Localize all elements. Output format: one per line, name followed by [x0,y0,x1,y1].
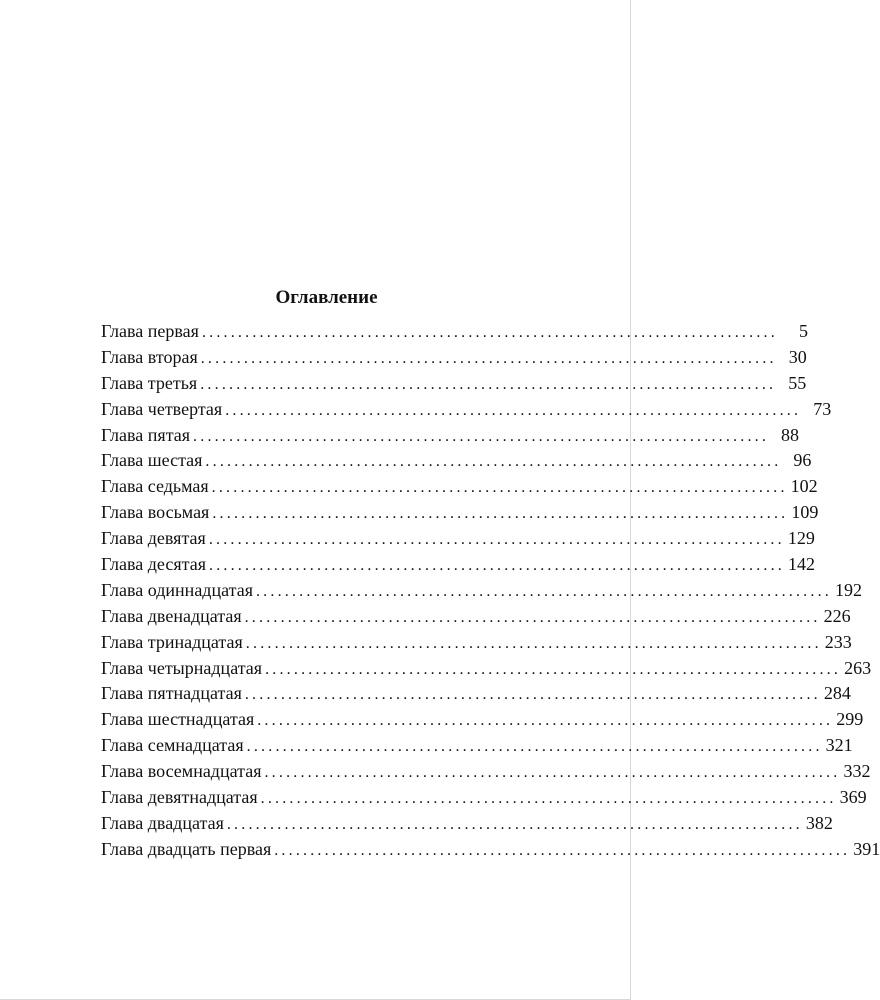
toc-entry-label: Глава первая [101,321,199,341]
toc-entry-label: Глава вторая [101,346,198,367]
dot-leader: ................................................................................ [193,427,770,445]
toc-entry [101,371,807,397]
dot-leader: ................................................................................ [255,582,832,600]
toc-entry-label: Глава двадцать первая [101,838,272,859]
toc-entry [101,552,815,578]
dot-leader: ................................................................................ [244,686,821,704]
dot-leader: ................................................................................ [264,764,841,782]
toc-entry-page-number: 299 [836,709,864,730]
toc-entry [101,397,832,423]
toc-entry-label: Глава семнадцатая [101,735,244,756]
dot-leader: ................................................................................ [257,712,834,730]
dot-leader: ................................................................................ [200,349,777,367]
toc-entry [101,837,880,863]
dot-leader: ................................................................................ [260,790,837,808]
toc-entry-page-number: 142 [788,554,815,575]
toc-entry-page-number: 391 [853,838,880,859]
toc-entry-page-number: 226 [823,605,851,626]
dot-leader: ................................................................................ [244,608,821,626]
toc-entry [101,604,851,630]
toc-entry-label: Глава восьмая [101,502,210,523]
toc-entry [101,448,812,474]
dot-leader: ................................................................................ [274,841,851,859]
toc-entry-label: Глава тринадцатая [101,631,243,652]
toc-entry-label: Глава пятнадцатая [101,683,242,704]
toc-entry-page-number: 102 [790,476,818,497]
toc-entry-page-number: 263 [844,657,872,678]
dot-leader: ................................................................................ [225,401,802,419]
dot-leader: ................................................................................ [246,738,823,756]
toc-entry-page-number: 321 [825,735,853,756]
toc-entry-page-number: 96 [793,450,812,471]
toc-entry-page-number: 233 [824,631,852,652]
toc-list [101,319,880,863]
toc-entry-page-number: 73 [813,398,832,419]
dot-leader: ................................................................................ [205,453,782,471]
dot-leader: ................................................................................ [245,634,822,652]
toc-entry [101,578,862,604]
dot-leader: ................................................................................ [265,660,842,678]
toc-entry [101,759,871,785]
toc-entry-label: Глава четвертая [101,398,223,419]
toc-entry [101,474,818,500]
toc-entry [101,630,852,656]
toc-entry [101,707,864,733]
toc-entry-label: Глава одиннадцатая [101,579,253,600]
dot-leader: ................................................................................ [211,479,788,497]
toc-entry [101,733,853,759]
toc-entry [101,500,819,526]
toc-entry-label: Глава восемнадцатая [101,761,262,782]
toc-entry-page-number: 88 [781,424,800,445]
toc-entry-page-number: 284 [823,683,851,704]
toc-entry-label: Глава шестнадцатая [101,709,255,730]
toc-entry [101,656,872,682]
dot-leader: ................................................................................ [201,324,778,341]
toc-entry [101,811,833,837]
dot-leader: ................................................................................ [212,505,789,523]
toc-entry-page-number: 5 [798,321,808,341]
toc-entry-label: Глава девятая [101,528,206,549]
toc-entry-page-number: 30 [788,346,807,367]
toc-entry [101,319,808,345]
dot-leader: ................................................................................ [209,557,785,575]
toc-entry-label: Глава двенадцатая [101,605,242,626]
toc-entry-page-number: 55 [788,372,807,393]
toc-entry-label: Глава шестая [101,450,203,471]
toc-entry [101,345,807,371]
toc-entry [101,785,867,811]
dot-leader: ................................................................................ [200,375,777,393]
toc-entry-label: Глава двадцатая [101,812,224,833]
toc-title: Оглавление [275,287,378,308]
toc-entry-label: Глава пятая [101,424,191,445]
toc-entry [101,681,851,707]
dot-leader: ................................................................................ [208,531,785,549]
toc-entry [101,423,800,449]
dot-leader: ................................................................................ [226,815,803,833]
toc-entry-label: Глава девятнадцатая [101,787,258,808]
toc-entry-label: Глава третья [101,372,198,393]
toc-entry [101,526,815,552]
toc-entry-page-number: 382 [805,812,833,833]
toc-entry-label: Глава седьмая [101,476,209,497]
toc-entry-page-number: 192 [834,579,862,600]
toc-entry-page-number: 369 [839,787,867,808]
toc-entry-page-number: 332 [843,761,871,782]
toc-entry-page-number: 129 [787,528,815,549]
toc-entry-label: Глава десятая [101,554,206,575]
toc-entry-label: Глава четырнадцатая [101,657,263,678]
toc-entry-page-number: 109 [791,502,819,523]
